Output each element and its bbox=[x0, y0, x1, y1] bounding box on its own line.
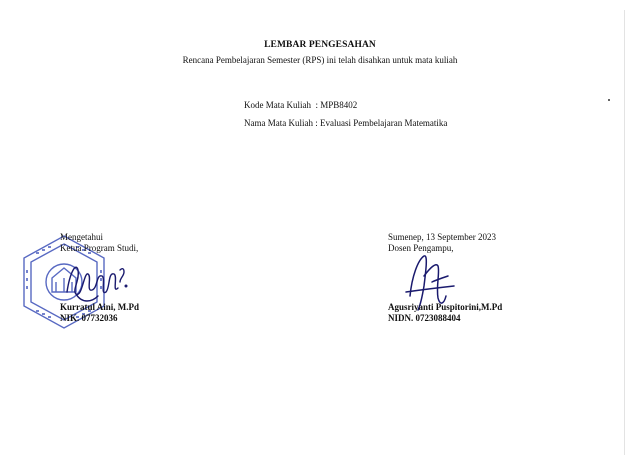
right-signatory-header bbox=[388, 232, 588, 254]
course-name-line: Nama Mata Kuliah : Evaluasi Pembelajaran Matematika bbox=[244, 118, 448, 128]
left-signatory-header bbox=[60, 232, 260, 254]
acknowledged-label: Mengetahui bbox=[60, 232, 103, 242]
stray-dot bbox=[608, 99, 610, 101]
right-signatory-name: Agusriyanti Puspitorini,M.Pd bbox=[388, 302, 503, 312]
lecturer-role-label: Dosen Pengampu, bbox=[388, 243, 454, 253]
course-code-line: Kode Mata Kuliah : MPB8402 bbox=[244, 100, 358, 110]
place-date: Sumenep, 13 September 2023 bbox=[388, 232, 496, 242]
left-signatory-name: Kurratul Aini, M.Pd bbox=[60, 302, 140, 312]
page-subtitle: Rencana Pembelajaran Semester (RPS) ini telah disahkan untuk mata kuliah bbox=[182, 55, 458, 65]
page-edge-divider bbox=[624, 10, 625, 455]
program-head-label: Ketua Program Studi, bbox=[60, 243, 139, 253]
left-signatory-id: NIK. 07732036 bbox=[60, 313, 118, 323]
page-title: LEMBAR PENGESAHAN bbox=[264, 40, 376, 50]
right-signatory-id: NIDN. 0723088404 bbox=[388, 313, 461, 323]
